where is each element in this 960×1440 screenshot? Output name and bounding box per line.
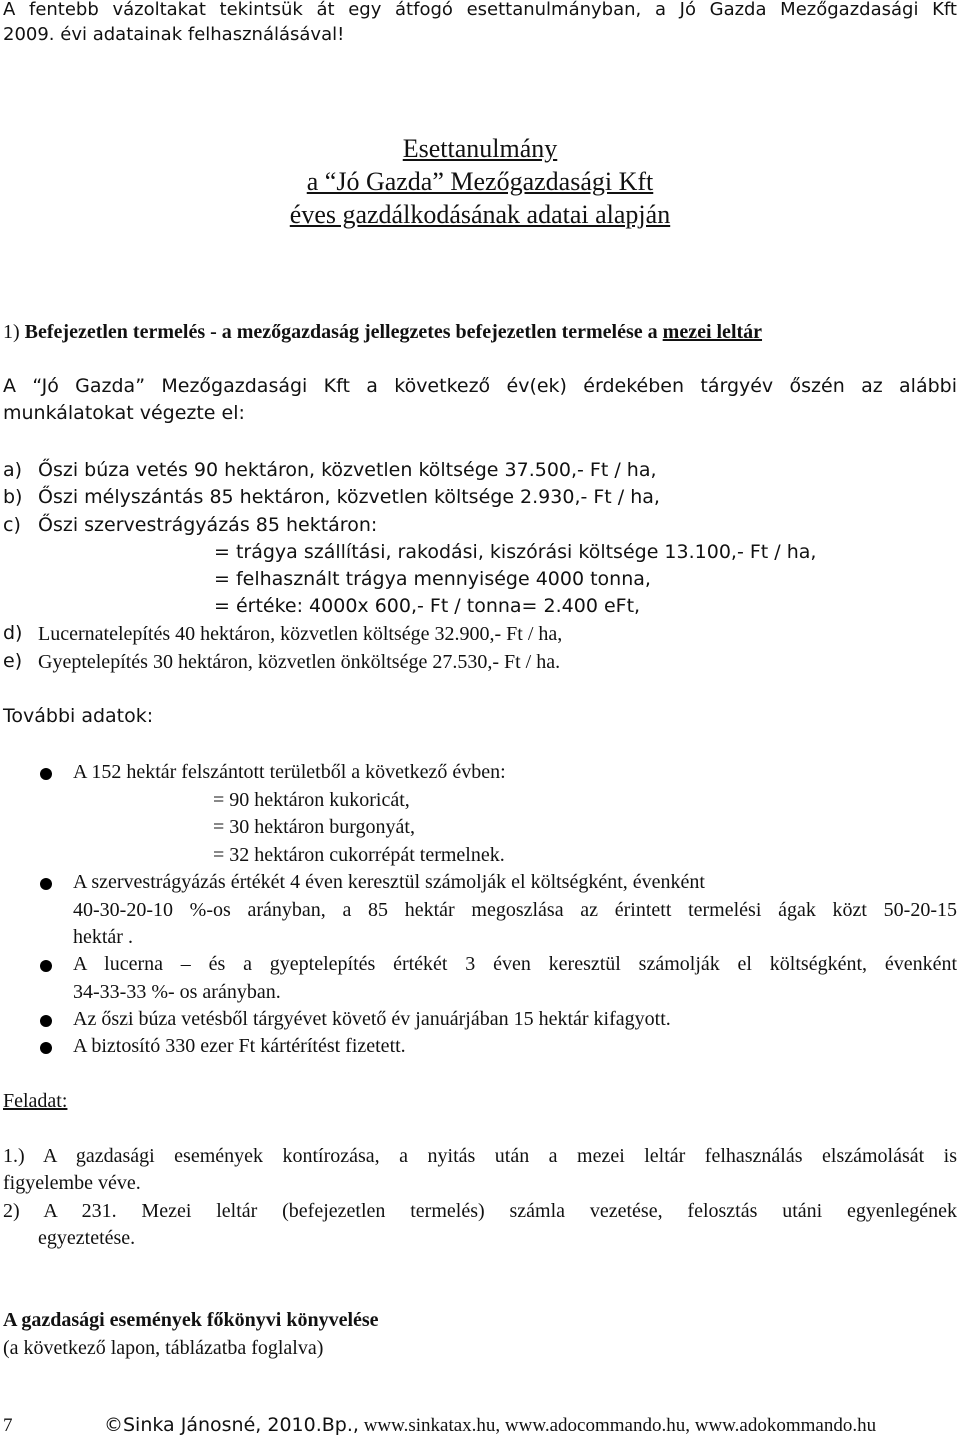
task-2-line-1: 2) A 231. Mezei leltár (befejezetlen termelés) számla vezetése, felosztás utáni egyenlegének xyxy=(3,1200,957,1222)
work-b: Őszi mélyszántás 85 hektáron, közvetlen költsége 2.930,- Ft / ha, xyxy=(38,486,660,508)
bullet-1: A 152 hektár felszántott területből a következő évben: xyxy=(73,761,506,783)
footer-links: www.sinkatax.hu, www.adocommando.hu, www.adokommando.hu xyxy=(363,1415,877,1436)
bullet-icon xyxy=(40,768,52,780)
page-number: 7 xyxy=(3,1415,13,1436)
bullet-icon xyxy=(40,1042,52,1054)
bullet-3-line-1: A lucerna – és a gyeptelepítés értékét 3 éven keresztül számolják el költségként, évenként xyxy=(73,953,957,975)
intro-paragraph-line-2: munkálatokat végezte el: xyxy=(3,402,245,424)
intro-line-2: 2009. évi adatainak felhasználásával! xyxy=(3,24,345,45)
bullet-3-line-2: 34-33-33 %- os arányban. xyxy=(73,981,281,1003)
section-1-heading xyxy=(3,322,762,342)
footer-copyright: ©Sinka Jánosné, 2010.Bp., xyxy=(104,1414,359,1436)
bullet-1-detail-1: = 90 hektáron kukoricát, xyxy=(213,789,410,811)
work-c-detail-3: = értéke: 4000x 600,- Ft / tonna= 2.400 eFt, xyxy=(214,595,641,617)
work-a: Őszi búza vetés 90 hektáron, közvetlen költsége 37.500,- Ft / ha, xyxy=(38,459,657,481)
ledger-note: (a következő lapon, táblázatba foglalva) xyxy=(3,1337,324,1359)
bullet-icon xyxy=(40,878,52,890)
ledger-heading: A gazdasági események főkönyvi könyvelése xyxy=(3,1309,379,1331)
further-data-heading: További adatok: xyxy=(3,705,154,727)
section-1-number: 1) xyxy=(3,321,20,343)
case-study-subtitle-2: éves gazdálkodásának adatai alapján xyxy=(289,200,671,229)
bullet-1-detail-2: = 30 hektáron burgonyát, xyxy=(213,816,415,838)
work-a-label: a) xyxy=(3,459,23,481)
task-2-line-2: egyeztetése. xyxy=(38,1227,136,1249)
case-study-title: Esettanulmány xyxy=(402,134,558,163)
work-c-detail-1: = trágya szállítási, rakodási, kiszórási költsége 13.100,- Ft / ha, xyxy=(214,541,817,563)
bullet-icon xyxy=(40,960,52,972)
bullet-4: Az őszi búza vetésből tárgyévet követő év januárjában 15 hektár kifagyott. xyxy=(73,1008,671,1030)
work-c-label: c) xyxy=(3,514,21,536)
bullet-5: A biztosító 330 ezer Ft kártérítést fizetett. xyxy=(73,1035,406,1057)
case-study-subtitle: a “Jó Gazda” Mezőgazdasági Kft xyxy=(306,167,654,196)
bullet-2-line-1: A szervestrágyázás értékét 4 éven keresztül számolják el költségként, évenként xyxy=(73,871,705,893)
page-footer xyxy=(104,1416,876,1435)
mezei-leltar-link-text: mezei leltár xyxy=(662,321,763,343)
work-d: Lucernatelepítés 40 hektáron, közvetlen költsége 32.900,- Ft / ha, xyxy=(38,623,563,645)
intro-paragraph-line-1: A “Jó Gazda” Mezőgazdasági Kft a következő év(ek) érdekében tárgyév őszén az alábbi xyxy=(3,375,957,397)
task-heading: Feladat: xyxy=(3,1090,68,1112)
work-e: Gyeptelepítés 30 hektáron, közvetlen önköltsége 27.530,- Ft / ha. xyxy=(38,651,561,673)
work-e-label: e) xyxy=(3,650,23,672)
task-1-line-2: figyelembe véve. xyxy=(3,1172,141,1194)
task-1-line-1: 1.) A gazdasági események kontírozása, a nyitás után a mezei leltár felhasználás elszámolását is xyxy=(3,1145,957,1167)
bullet-2-line-3: hektár . xyxy=(73,926,133,948)
section-1-title: Befejezetlen termelés - a mezőgazdaság jellegzetes befejezetlen termelése a xyxy=(24,321,658,343)
bullet-1-detail-3: = 32 hektáron cukorrépát termelnek. xyxy=(213,844,505,866)
bullet-2-line-2: 40-30-20-10 %-os arányban, a 85 hektár megoszlása az érintett termelési ágak közt 50-20-15 xyxy=(73,899,957,921)
work-c-detail-2: = felhasznált trágya mennyisége 4000 tonna, xyxy=(214,568,651,590)
intro-line-1: A fentebb vázoltakat tekintsük át egy átfogó esettanulmányban, a Jó Gazda Mezőgazdasági Kft xyxy=(3,0,957,20)
work-c: Őszi szervestrágyázás 85 hektáron: xyxy=(38,514,378,536)
work-d-label: d) xyxy=(3,622,23,644)
bullet-icon xyxy=(40,1015,52,1027)
work-b-label: b) xyxy=(3,486,23,508)
